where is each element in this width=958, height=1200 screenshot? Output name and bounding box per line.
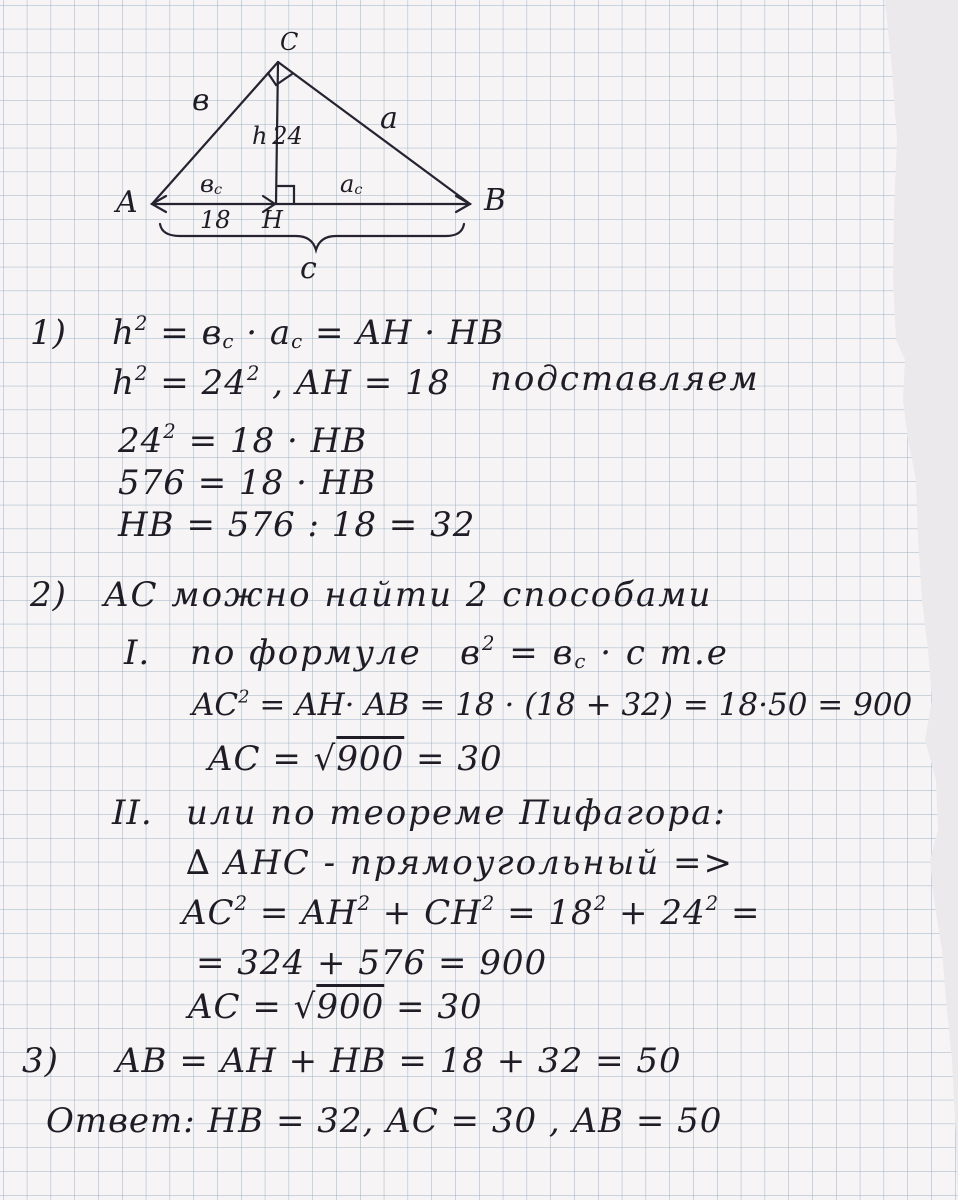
method1-exp: 2 [481, 632, 497, 656]
step1-given-exp: 2 [134, 362, 149, 386]
vertex-c-label: C [280, 28, 299, 56]
method1-calc-pre: AC [192, 687, 239, 723]
m2-calc1-pre: AC [182, 893, 235, 933]
segment-ac-label [340, 172, 362, 198]
method1-formula [190, 632, 729, 673]
method1-bcsub: c [574, 649, 588, 673]
method1-result [208, 739, 503, 779]
method1-calc-exp: 2 [238, 686, 250, 708]
method1-pre: по формуле [190, 633, 422, 673]
method1-result-rest: = 30 [404, 739, 503, 779]
m2-calc1-e3: 2 [481, 892, 496, 916]
step1-given-h: h [112, 363, 135, 403]
step1-formula-dot: · [234, 313, 270, 353]
method2-numeral: II. [112, 793, 153, 833]
step1-formula-b: в [201, 313, 223, 353]
step1-note: подставляем [490, 359, 760, 399]
segment-value-label: 18 [200, 206, 231, 234]
step2-intro: AC можно найти 2 способами [104, 575, 713, 615]
step1-substitution [118, 420, 368, 461]
method2-result-radicand: 900 [316, 987, 385, 1027]
m2-calc1-e4: 2 [593, 892, 608, 916]
step1-given-exp2: 2 [246, 362, 261, 386]
side-b-label: в [192, 83, 210, 118]
method2-result-rest: = 30 [384, 987, 483, 1027]
segment-bc-label [200, 172, 222, 198]
m2-calc1-e5: 2 [705, 892, 720, 916]
step3-number: 3) [22, 1041, 59, 1081]
step1-formula-asub: c [291, 329, 304, 353]
step1-formula [112, 312, 505, 353]
step2-number: 2) [30, 575, 67, 615]
method1-calc-rest: = AH· AB = 18 · (18 + 32) = 18·50 = 900 [249, 687, 913, 723]
method2-calc1 [182, 892, 761, 933]
method2-result [188, 987, 483, 1027]
step1-number: 1) [30, 313, 67, 353]
step1-result: HB = 576 : 18 = 32 [118, 505, 476, 545]
step1-sub-pre: 24 [118, 421, 164, 461]
side-a-label: a [380, 101, 398, 136]
step1-calc: 576 = 18 · HB [118, 463, 377, 503]
segment-bc-sub: c [213, 182, 223, 199]
step1-formula-a: a [269, 313, 292, 353]
method1-rest: · c т.е [587, 633, 729, 673]
method2-triangle: ∆ AHC - прямоугольный => [186, 843, 735, 883]
m2-calc1-e2: 2 [357, 892, 371, 916]
height-value: 24 [272, 122, 303, 150]
method2-calc2: = 324 + 576 = 900 [196, 943, 548, 983]
step1-given-rest: = 24 [148, 363, 247, 403]
hypotenuse-label: c [300, 251, 317, 286]
step1-given-tail: , AH = 18 [260, 363, 451, 403]
method1-b: в [460, 633, 482, 673]
vertex-b-label: B [484, 183, 507, 218]
segment-ac-letter: a [340, 170, 355, 198]
answer-line: Ответ: HB = 32, AC = 30 , AB = 50 [46, 1101, 723, 1141]
height-letter: h [252, 122, 268, 150]
step1-formula-h: h [112, 313, 135, 353]
segment-bc-letter: в [200, 170, 214, 198]
foot-h-label: H [262, 206, 283, 234]
step3-calc: AB = AH + HB = 18 + 32 = 50 [116, 1041, 682, 1081]
method2-text: или по теореме Пифагора: [186, 793, 727, 833]
m2-calc1-t5: = [719, 893, 761, 933]
step1-given [112, 362, 451, 403]
height-label [252, 124, 303, 148]
method1-numeral: I. [124, 633, 151, 673]
step1-formula-exp: 2 [134, 312, 149, 336]
vertex-a-label: A [116, 185, 138, 220]
method2-result-pre: AC = √ [188, 987, 317, 1027]
m2-calc1-e1: 2 [234, 892, 249, 916]
m2-calc1-t4: + 24 [607, 893, 706, 933]
method1-calc [192, 686, 913, 723]
m2-calc1-t3: = 18 [495, 893, 594, 933]
method1-result-pre: AC = √ [208, 739, 337, 779]
segment-ac-sub: c [354, 182, 363, 199]
m2-calc1-t1: = AH [248, 893, 358, 933]
method1-result-radicand: 900 [336, 739, 405, 779]
method1-eq: = [496, 633, 553, 673]
step1-formula-rest: = AH · HB [303, 313, 505, 353]
step1-formula-bsub: c [222, 329, 235, 353]
method1-bc: в [552, 633, 575, 673]
step1-formula-eq: = [148, 313, 202, 353]
step1-sub-rest: = 18 · HB [176, 421, 368, 461]
m2-calc1-t2: + CH [370, 893, 482, 933]
step1-sub-exp: 2 [163, 420, 177, 444]
